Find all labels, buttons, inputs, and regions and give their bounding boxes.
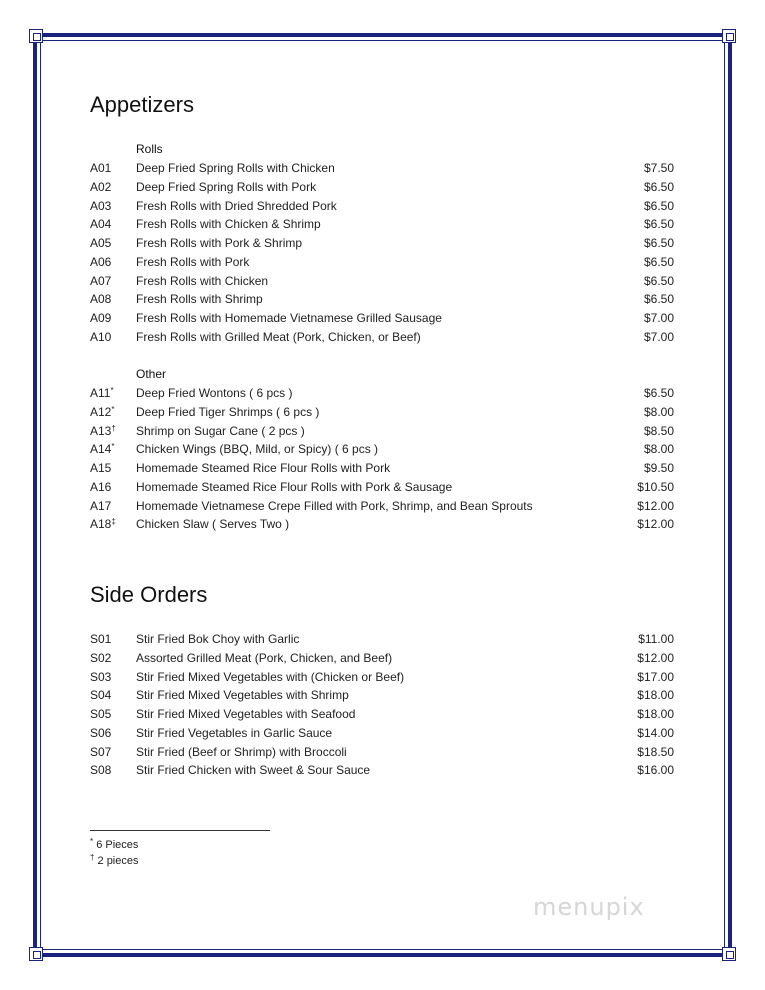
menu-item-row <box>90 159 674 178</box>
menu-item-row <box>90 422 674 441</box>
item-code: S04 <box>90 688 112 703</box>
menu-item-row <box>90 440 674 459</box>
menu-item-row <box>90 761 674 780</box>
item-code: A11* <box>90 386 114 400</box>
item-name: Deep Fried Spring Rolls with Pork <box>136 179 317 194</box>
item-code: A14* <box>90 442 115 457</box>
item-name: Deep Fried Wontons ( 6 pcs ) <box>136 386 293 400</box>
footnote-text: 6 Pieces <box>96 839 139 851</box>
footnote-divider <box>90 830 270 831</box>
item-footnote-mark: ‡ <box>111 517 116 527</box>
item-price: $18.00 <box>637 688 674 703</box>
item-price: $8.00 <box>643 442 674 457</box>
item-price: $7.50 <box>643 161 674 175</box>
item-price: $12.00 <box>637 650 674 665</box>
menu-item-row <box>90 178 674 197</box>
item-price: $12.00 <box>637 517 674 532</box>
menu-item-row <box>90 478 674 497</box>
item-code: A10 <box>90 329 112 344</box>
item-code: S06 <box>90 725 112 740</box>
item-name: Shrimp on Sugar Cane ( 2 pcs ) <box>136 423 305 438</box>
side-orders-title: Side Orders <box>90 582 208 607</box>
item-price: $12.00 <box>637 498 674 513</box>
item-price: $8.50 <box>643 423 674 438</box>
item-code: A15 <box>90 461 112 475</box>
item-name: Stir Fried Mixed Vegetables with Shrimp <box>136 688 349 703</box>
item-name: Deep Fried Spring Rolls with Chicken <box>136 161 335 175</box>
footnote-text: 2 pieces <box>97 855 139 867</box>
menu-item-row <box>90 515 674 534</box>
item-code: A05 <box>90 236 112 250</box>
menu-item-row <box>90 630 674 649</box>
frame-corner-ornament <box>722 947 736 961</box>
item-code: S07 <box>90 744 112 759</box>
item-code: A09 <box>90 311 112 325</box>
item-name: Stir Fried Chicken with Sweet & Sour Sauce <box>136 763 371 778</box>
item-price: $18.50 <box>637 744 674 759</box>
item-name: Homemade Steamed Rice Flour Rolls with Pork & Sausage <box>136 479 453 494</box>
item-price: $8.00 <box>643 404 674 419</box>
menu-item-row <box>90 724 674 743</box>
item-name: Fresh Rolls with Homemade Vietnamese Grilled Sausage <box>136 311 442 325</box>
item-name: Fresh Rolls with Grilled Meat (Pork, Chicken, or Beef) <box>136 329 421 344</box>
menu-item-row <box>90 253 674 272</box>
item-name: Stir Fried Vegetables in Garlic Sauce <box>136 725 333 740</box>
rolls-subheading: Rolls <box>136 142 163 156</box>
item-name: Stir Fried Mixed Vegetables with Seafood <box>136 707 356 721</box>
menu-item-row <box>90 686 674 705</box>
item-code: A13† <box>90 423 116 438</box>
item-price: $18.00 <box>637 707 674 721</box>
item-name: Fresh Rolls with Dried Shredded Pork <box>136 198 337 213</box>
item-name: Fresh Rolls with Pork & Shrimp <box>136 236 303 250</box>
item-name: Homemade Vietnamese Crepe Filled with Pork, Shrimp, and Bean Sprouts <box>136 498 533 513</box>
item-code: S05 <box>90 707 112 721</box>
item-name: Chicken Wings (BBQ, Mild, or Spicy) ( 6 pcs ) <box>136 442 379 457</box>
item-code: S03 <box>90 669 112 684</box>
item-code: A16 <box>90 479 112 494</box>
item-code: S08 <box>90 763 112 778</box>
menu-item-row <box>90 668 674 687</box>
menu-item-row <box>90 197 674 216</box>
item-name: Deep Fried Tiger Shrimps ( 6 pcs ) <box>136 404 320 419</box>
appetizers-title: Appetizers <box>90 92 194 117</box>
item-price: $6.50 <box>643 217 674 232</box>
menu-item-row <box>90 272 674 291</box>
item-code: A12* <box>90 404 115 419</box>
other-subheading: Other <box>136 367 167 381</box>
item-price: $16.00 <box>637 763 674 778</box>
item-code: S02 <box>90 650 112 665</box>
item-price: $10.50 <box>637 479 674 494</box>
item-name: Assorted Grilled Meat (Pork, Chicken, and Beef) <box>136 650 393 665</box>
item-name: Fresh Rolls with Shrimp <box>136 292 263 307</box>
item-name: Fresh Rolls with Chicken <box>136 273 269 288</box>
frame-corner-ornament <box>29 947 43 961</box>
item-price: $6.50 <box>643 236 674 250</box>
footnote-mark: * <box>90 837 94 846</box>
menu-item-row <box>90 497 674 516</box>
item-price: $14.00 <box>637 725 674 740</box>
item-code: A03 <box>90 198 112 213</box>
item-price: $11.00 <box>638 632 674 646</box>
item-footnote-mark: * <box>111 404 115 414</box>
item-price: $6.50 <box>643 198 674 213</box>
item-footnote-mark: * <box>111 442 115 452</box>
menu-item-row <box>90 705 674 724</box>
item-code: A17 <box>90 498 112 513</box>
item-price: $17.00 <box>637 669 674 684</box>
item-name: Homemade Steamed Rice Flour Rolls with Pork <box>136 461 391 475</box>
item-code: S01 <box>90 632 112 646</box>
watermark-logo: menupix <box>533 893 645 921</box>
item-name: Chicken Slaw ( Serves Two ) <box>136 517 290 532</box>
item-footnote-mark: † <box>111 423 116 433</box>
item-name: Fresh Rolls with Chicken & Shrimp <box>136 217 321 232</box>
item-name: Stir Fried Bok Choy with Garlic <box>136 632 300 646</box>
menu-item-row <box>90 384 674 403</box>
item-footnote-mark: * <box>110 386 114 395</box>
menu-item-row <box>90 743 674 762</box>
menu-item-row <box>90 649 674 668</box>
item-price: $7.00 <box>643 311 674 325</box>
menu-item-row <box>90 328 674 347</box>
item-code: A08 <box>90 292 112 307</box>
item-code: A06 <box>90 254 112 269</box>
item-price: $6.50 <box>643 273 674 288</box>
item-price: $9.50 <box>643 461 674 475</box>
item-code: A04 <box>90 217 112 232</box>
item-code: A02 <box>90 179 112 194</box>
menu-item-row <box>90 234 674 253</box>
frame-corner-ornament <box>29 29 43 43</box>
item-price: $6.50 <box>643 386 674 400</box>
item-code: A18‡ <box>90 517 116 532</box>
item-price: $7.00 <box>643 329 674 344</box>
menu-item-row <box>90 309 674 328</box>
menu-item-row <box>90 459 674 478</box>
menu-item-row <box>90 290 674 309</box>
frame-corner-ornament <box>722 29 736 43</box>
item-name: Stir Fried (Beef or Shrimp) with Broccoli <box>136 744 347 759</box>
menu-item-row <box>90 403 674 422</box>
footnote-mark: † <box>90 853 95 862</box>
item-price: $6.50 <box>643 179 674 194</box>
item-name: Fresh Rolls with Pork <box>136 254 250 269</box>
item-code: A07 <box>90 273 112 288</box>
menu-item-row <box>90 215 674 234</box>
item-code: A01 <box>90 161 112 175</box>
item-price: $6.50 <box>643 292 674 307</box>
item-price: $6.50 <box>643 254 674 269</box>
footnote <box>90 855 139 867</box>
item-name: Stir Fried Mixed Vegetables with (Chicken or Beef) <box>136 669 405 684</box>
footnote <box>90 839 138 851</box>
